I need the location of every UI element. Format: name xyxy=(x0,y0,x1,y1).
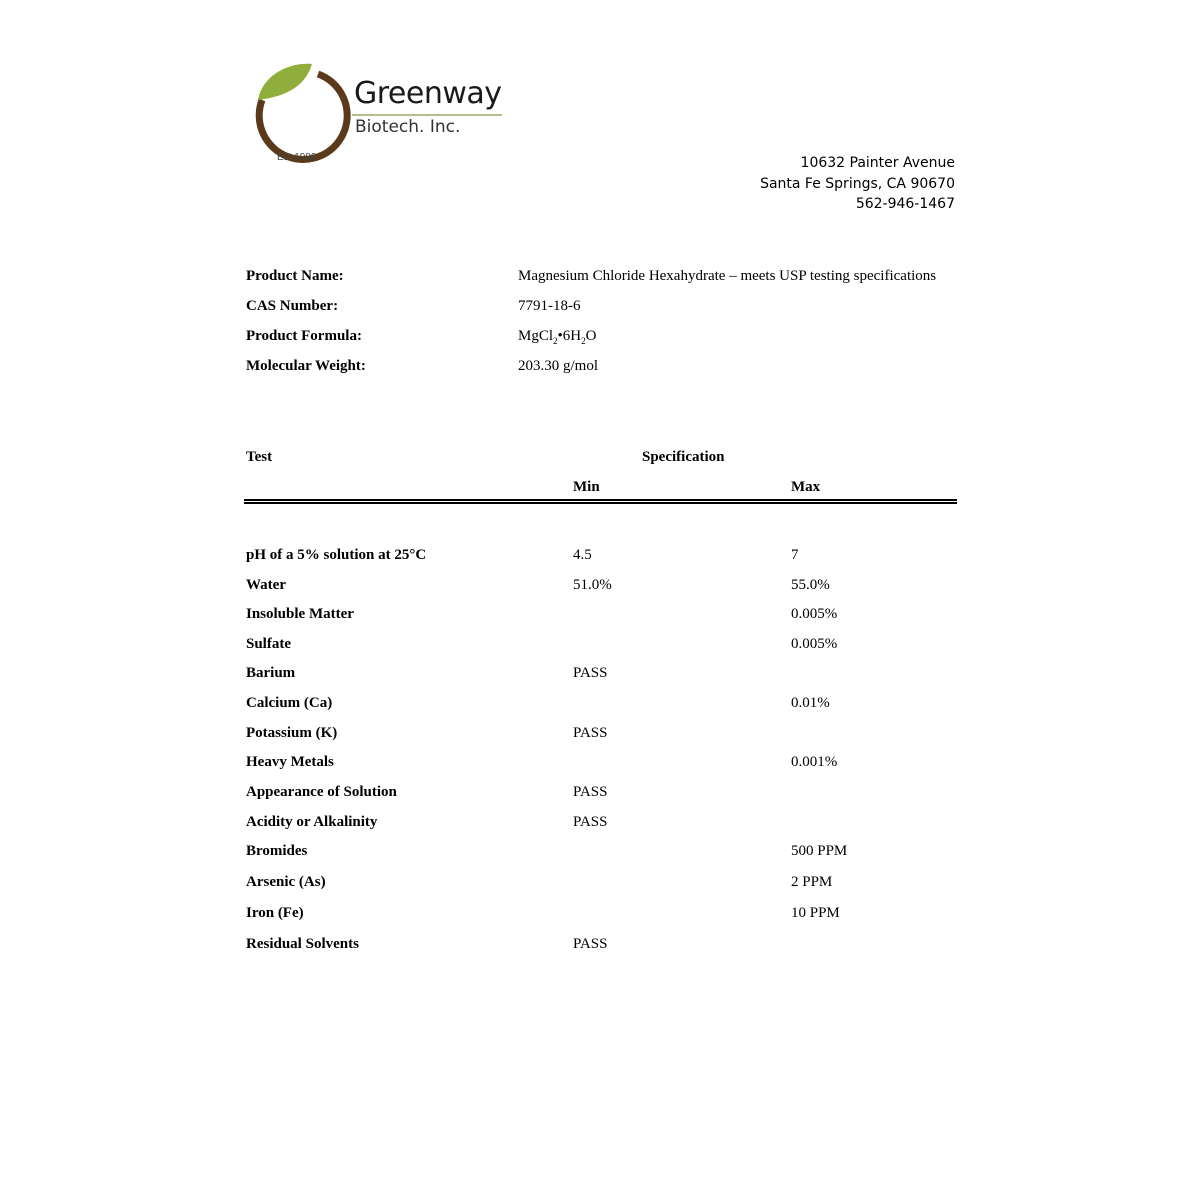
min-value: PASS xyxy=(573,665,608,681)
test-name: pH of a 5% solution at 25°C xyxy=(246,547,427,563)
established-year: Est.1989 xyxy=(277,152,317,163)
logo-divider xyxy=(352,114,502,116)
max-value: 10 PPM xyxy=(791,905,840,921)
label: Product Formula: xyxy=(246,328,362,344)
test-name: Heavy Metals xyxy=(246,754,334,770)
max-value: 0.01% xyxy=(791,695,830,711)
test-name: Water xyxy=(246,577,286,593)
formula-part: O xyxy=(585,328,597,344)
table-row xyxy=(246,634,946,654)
cas-number-row xyxy=(246,296,581,316)
table-row xyxy=(246,723,946,743)
test-name: Iron (Fe) xyxy=(246,905,304,921)
test-name: Arsenic (As) xyxy=(246,874,326,890)
max-value: 2 PPM xyxy=(791,874,833,890)
table-row xyxy=(246,903,946,923)
table-row xyxy=(246,841,946,861)
max-value: 0.005% xyxy=(791,606,838,622)
label: CAS Number: xyxy=(246,298,339,314)
header-max: Max xyxy=(791,479,821,495)
address-line: Santa Fe Springs, CA 90670 xyxy=(760,175,955,192)
table-row xyxy=(246,934,946,954)
table-row xyxy=(246,604,946,624)
company-address xyxy=(760,153,955,215)
header-min: Min xyxy=(573,479,600,495)
label: Molecular Weight: xyxy=(246,358,366,374)
product-name-row xyxy=(246,266,936,286)
table-row xyxy=(246,782,946,802)
min-value: PASS xyxy=(573,784,608,800)
test-name: Residual Solvents xyxy=(246,936,359,952)
header-test: Test xyxy=(246,449,273,465)
table-row xyxy=(246,812,946,832)
company-subtitle: Biotech. Inc. xyxy=(355,117,461,137)
test-name: Barium xyxy=(246,665,296,681)
min-value: PASS xyxy=(573,936,608,952)
product-formula-row xyxy=(246,326,596,346)
max-value: 500 PPM xyxy=(791,843,848,859)
max-value: 55.0% xyxy=(791,577,830,593)
formula xyxy=(518,328,596,344)
table-row xyxy=(246,872,946,892)
molecular-weight-row xyxy=(246,356,598,376)
min-value: PASS xyxy=(573,814,608,830)
value: 203.30 g/mol xyxy=(518,358,599,374)
max-value: 0.001% xyxy=(791,754,838,770)
test-name: Calcium (Ca) xyxy=(246,695,333,711)
formula-part: MgCl xyxy=(518,328,554,344)
formula-subscript: 2 xyxy=(581,336,586,346)
formula-part: •6H xyxy=(557,328,582,344)
test-name: Sulfate xyxy=(246,636,291,652)
test-name: Appearance of Solution xyxy=(246,784,397,800)
table-row xyxy=(246,663,946,683)
formula-subscript: 2 xyxy=(553,336,558,346)
address-line: 10632 Painter Avenue xyxy=(800,155,955,171)
table-row xyxy=(246,575,946,595)
value: 7791-18-6 xyxy=(518,298,581,314)
label: Product Name: xyxy=(246,268,344,284)
header-specification: Specification xyxy=(642,449,725,465)
company-name: Greenway xyxy=(354,76,502,111)
table-row xyxy=(246,545,946,565)
table-row xyxy=(246,752,946,772)
min-value: 4.5 xyxy=(573,547,592,563)
phone-number: 562-946-1467 xyxy=(855,196,955,212)
test-name: Acidity or Alkalinity xyxy=(246,814,378,830)
min-value: PASS xyxy=(573,725,608,741)
test-name: Insoluble Matter xyxy=(246,606,354,622)
test-name: Potassium (K) xyxy=(246,725,338,741)
max-value: 7 xyxy=(791,547,799,563)
header-rule xyxy=(244,499,957,501)
table-row xyxy=(246,693,946,713)
max-value: 0.005% xyxy=(791,636,838,652)
value: Magnesium Chloride Hexahydrate – meets USP testing specifications xyxy=(518,268,937,284)
test-name: Bromides xyxy=(246,843,308,859)
min-value: 51.0% xyxy=(573,577,612,593)
header-rule xyxy=(244,502,957,504)
